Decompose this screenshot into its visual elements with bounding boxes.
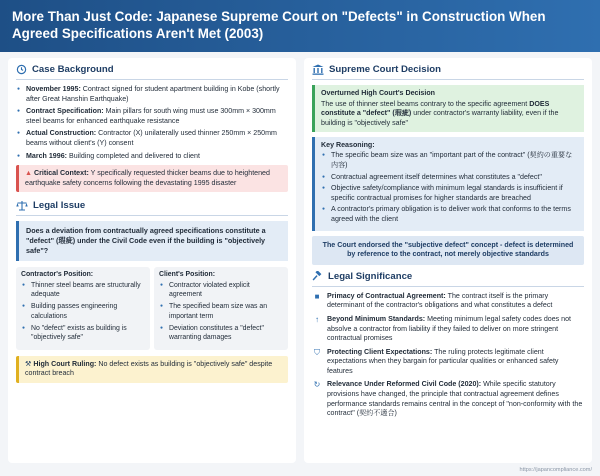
item-label: Beyond Minimum Standards: (327, 314, 426, 323)
case-background-list (16, 85, 288, 161)
list-item (16, 107, 288, 126)
list-item: ● A contractor's primary obligation is to deliver work that conforms to the terms agreed with the client (321, 205, 578, 224)
warning-icon: ▲ (25, 169, 33, 178)
contractor-list (21, 281, 145, 343)
list-item (16, 129, 288, 148)
critical-context-alert (16, 165, 288, 192)
significance-item (312, 315, 584, 344)
significance-item (312, 348, 584, 377)
item-text: Contract signed for student apartment building in Kobe (shortly after Great Hanshin Earthquake) (26, 85, 280, 103)
client-list (159, 281, 283, 343)
client-position (154, 267, 288, 350)
significance-text (327, 292, 584, 311)
right-column (304, 58, 592, 463)
item-label: Relevance Under Reformed Civil Code (2020): (327, 380, 482, 389)
contractor-position-title: Contractor's Position: (21, 270, 94, 278)
item-label: November 1995: (26, 85, 81, 93)
legal-question: Does a deviation from contractually agreed specifications constitute a "defect" (瑕疵) under the Civil Code even if the building is "objectively safe"? (16, 221, 288, 260)
overturn-post: under contractor's warranty liability, even if the building is "objectively safe" (321, 109, 559, 127)
item-text: Main pillars for south wing must use 300mm × 300mm steel beams for enhanced earthquake resistance (26, 107, 276, 125)
item-text: The ruling protects legitimate client expectations when they bargain for particular qualities or enhanced safety features (327, 347, 559, 375)
list-item: ● The specified beam size was an important term (159, 302, 283, 321)
significance-item (312, 380, 584, 418)
significance-heading (312, 271, 584, 287)
positions (16, 267, 288, 350)
item-text: Meeting minimum legal safety codes does not absolve a contractor from liability if they failed to deliver on more stringent contractual promises (327, 314, 572, 343)
header (0, 0, 600, 52)
significance-item (312, 292, 584, 311)
list-item: ● Objective safety/compliance with minimum legal standards is insufficient if specific contractual promises for higher standards are breached (321, 184, 578, 203)
item-text: Contractor (X) unilaterally used thinner 250mm × 250mm beams without client's (Y) consent (26, 129, 277, 147)
item-label: Contract Specification: (26, 107, 104, 116)
overturn-pre: The use of thinner steel beams contrary to the specific agreement (321, 99, 530, 108)
item-label: Primacy of Contractual Agreement: (327, 291, 446, 300)
significance-text (327, 380, 584, 418)
item-text: The contract itself is the primary determinant of the contractor's obligations and what constitutes a defect (327, 291, 553, 310)
decision-heading (312, 64, 584, 80)
history-icon (16, 64, 27, 75)
client-position-title: Client's Position: (159, 270, 215, 278)
page-title: More Than Just Code: Japanese Supreme Court on "Defects" in Construction When Agreed Specifications Aren't Met (2003) (12, 9, 546, 41)
courthouse-icon (312, 64, 324, 75)
list-item (16, 85, 288, 104)
gavel-icon: ⚒ (25, 359, 32, 368)
reasoning-list (321, 151, 578, 224)
gavel-icon (312, 271, 323, 282)
decision-title: Supreme Court Decision (329, 64, 441, 75)
list-item: ● Deviation constitutes a "defect" warranting damages (159, 324, 283, 343)
list-item: ● Building passes engineering calculations (21, 302, 145, 321)
list-item: ● Contractor violated explicit agreement (159, 281, 283, 300)
overturn-text (321, 100, 578, 129)
case-background-heading (16, 64, 288, 80)
refresh-icon: ↻ (313, 380, 321, 390)
legal-issue-heading (16, 200, 288, 216)
legal-issue-title: Legal Issue (33, 200, 86, 212)
significance-text (327, 315, 584, 344)
columns (0, 52, 600, 463)
overturn-bold: DOES constitute a "defect" (瑕疵) (321, 99, 550, 118)
list-item: ● Contractual agreement itself determines what constitutes a "defect" (321, 173, 578, 183)
alert-label: Critical Context: (34, 169, 89, 178)
high-court-ruling (16, 356, 288, 383)
item-text: While specific statutory provisions have changed, the principle that contractual agreement defines performance standards remains central in the concept of "non-conformity with the contract" (契約不適合) (327, 380, 583, 418)
ruling-label: High Court Ruling: (33, 359, 97, 368)
shield-icon: ⛉ (314, 347, 320, 357)
footer-url: https://japancompliance.com/ (519, 467, 592, 473)
document-icon: ■ (314, 291, 320, 301)
item-label: Protecting Client Expectations: (327, 347, 433, 356)
reasoning-title: Key Reasoning: (321, 141, 375, 150)
overturn-box (312, 85, 584, 132)
list-item (16, 152, 288, 162)
left-column (8, 58, 296, 463)
endorsement-box: The Court endorsed the "subjective defect" concept - defect is determined by reference to the contract, not merely objective standards (312, 236, 584, 265)
arrow-up-icon: ↑ (315, 314, 319, 324)
contractor-position (16, 267, 150, 350)
overturn-title: Overturned High Court's Decision (321, 89, 436, 97)
item-label: March 1996: (26, 151, 68, 160)
case-background-title: Case Background (32, 64, 114, 75)
key-reasoning (312, 137, 584, 230)
list-item: ● Thinner steel beams are structurally adequate (21, 281, 145, 300)
ruling-text: No defect exists as building is "objectively safe" despite contract breach (25, 359, 273, 378)
significance-title: Legal Significance (328, 270, 413, 282)
item-text: Building completed and delivered to client (67, 151, 200, 160)
item-label: Actual Construction: (26, 129, 97, 138)
significance-text (327, 348, 584, 377)
alert-text: Y specifically requested thicker beams due to heightened earthquake safety concerns following the devastating 1995 disaster (25, 169, 270, 187)
list-item: ● The specific beam size was an "important part of the contract" (契約の重要な内容) (321, 151, 578, 170)
list-item: ● No "defect" exists as building is "objectively safe" (21, 324, 145, 343)
scale-icon (16, 200, 28, 211)
